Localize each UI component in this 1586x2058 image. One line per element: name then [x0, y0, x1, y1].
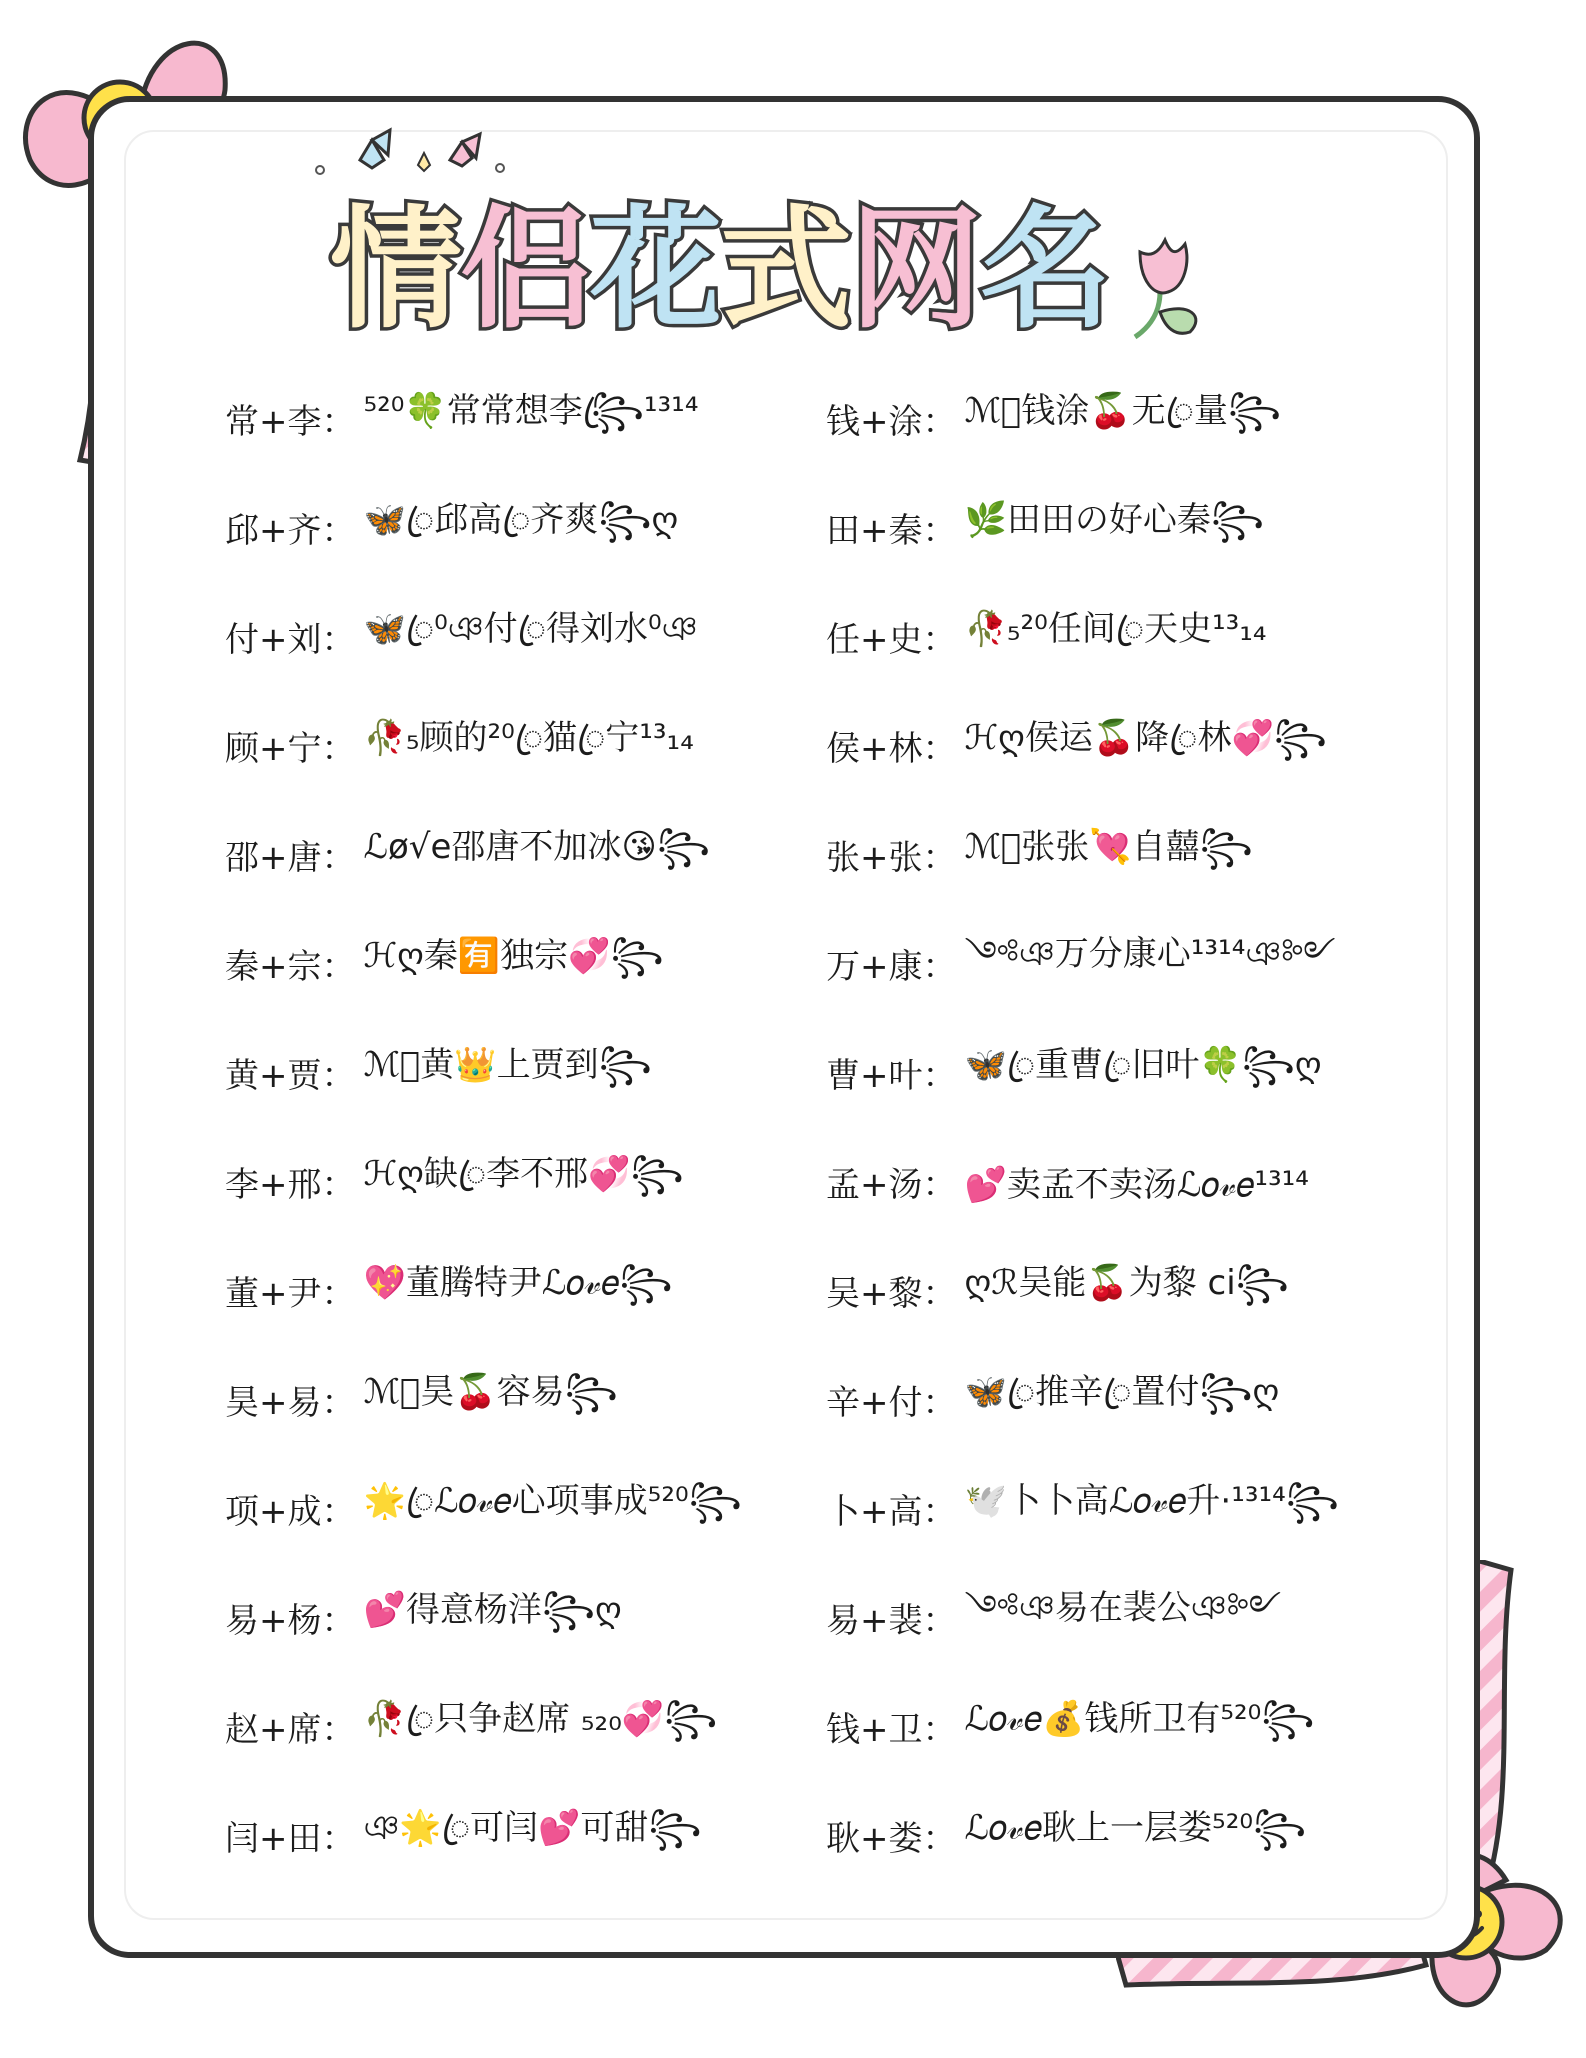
couple-name-entry — [826, 824, 1253, 884]
surname-pair-label: 闫+田： — [225, 1818, 356, 1859]
couple-name-entry — [826, 606, 1267, 666]
surname-pair-label: 辛+付： — [826, 1382, 957, 1423]
fancy-nickname: 🥀ꦿ只争赵席 ₅₂₀💞꧂ — [363, 1698, 718, 1739]
fancy-nickname: 💕卖孟不卖汤ℒ𝑜𝓋𝑒¹³¹⁴ — [964, 1164, 1309, 1205]
fancy-nickname: ঞ🌟ꦿ可闫💕可甜꧂ — [363, 1807, 702, 1848]
title-char: 情 — [330, 193, 462, 347]
fancy-nickname: ღℛ吴能🍒为黎 ci꧂ — [964, 1262, 1289, 1303]
title-char: 网 — [850, 193, 982, 347]
couple-name-entry — [826, 1151, 1309, 1211]
couple-name-entry — [826, 715, 1327, 775]
surname-pair-label: 顾+宁： — [225, 728, 356, 769]
couple-name-entry — [225, 1478, 742, 1538]
couple-name-entry — [225, 1805, 701, 1865]
couple-name-entry — [826, 1478, 1339, 1538]
title-char: 侣 — [460, 193, 592, 347]
fancy-nickname: ℳꦿ昊🍒容易꧂ — [363, 1371, 618, 1412]
fancy-nickname: 🥀₅顾的²⁰ꦿ猫ꦿ宁¹³₁₄ — [363, 717, 694, 758]
fancy-nickname: ℋღ秦🈶独宗💞꧂ — [363, 935, 664, 976]
couple-name-entry — [225, 1696, 717, 1756]
surname-pair-label: 常+李： — [225, 401, 356, 442]
surname-pair-label: 任+史： — [826, 619, 957, 660]
surname-pair-label: 李+邢： — [225, 1164, 356, 1205]
surname-pair-label: 黄+贾： — [225, 1055, 356, 1096]
surname-pair-label: 钱+涂： — [826, 401, 957, 442]
fancy-nickname: ℒø√e邵唐不加冰😘꧂ — [363, 826, 710, 867]
title-char: 式 — [720, 193, 852, 347]
couple-name-entry — [826, 1805, 1306, 1865]
surname-pair-label: 钱+卫： — [826, 1709, 957, 1750]
fancy-nickname: 🌿田田の好心秦꧂ — [964, 499, 1264, 540]
surname-pair-label: 曹+叶： — [826, 1055, 957, 1096]
fancy-nickname: 🦋ꦿ推辛ꦿ置付꧂ღ — [964, 1371, 1280, 1412]
couple-name-entry — [826, 497, 1264, 557]
couple-name-entry — [225, 1151, 684, 1211]
couple-name-entry — [225, 1260, 673, 1320]
fancy-nickname: 💕得意杨洋꧂ღ — [363, 1589, 622, 1630]
fancy-nickname: ℳꦿ钱涂🍒无ꦿ量꧂ — [964, 390, 1281, 431]
surname-pair-label: 耿+娄： — [826, 1818, 957, 1859]
fancy-nickname: ℒ𝑜𝓋𝑒💰钱所卫有⁵²⁰꧂ — [964, 1698, 1315, 1739]
couple-name-entry — [225, 824, 710, 884]
surname-pair-label: 邱+齐： — [225, 510, 356, 551]
fancy-nickname: ℳꦿ张张💘自囍꧂ — [964, 826, 1253, 867]
couple-name-entry — [826, 1696, 1314, 1756]
surname-pair-label: 卜+高： — [826, 1491, 957, 1532]
surname-pair-label: 张+张： — [826, 837, 957, 878]
title-char: 花 — [590, 193, 722, 347]
fancy-nickname: ℋღ侯运🍒降ꦿ林💞꧂ — [964, 717, 1327, 758]
couple-name-entry — [225, 933, 664, 993]
couple-name-entry — [225, 1042, 652, 1102]
fancy-nickname: 🦋ꦿ邱高ꦿ齐爽꧂ღ — [363, 499, 679, 540]
surname-pair-label: 田+秦： — [826, 510, 957, 551]
fancy-nickname: ℒ𝑜𝓋𝑒耿上一层娄⁵²⁰꧂ — [964, 1807, 1307, 1848]
couple-name-entry — [225, 606, 697, 666]
fancy-nickname: 🦋ꦿ重曹ꦿ旧叶🍀꧂ღ — [964, 1044, 1322, 1085]
couple-name-entry — [826, 1260, 1289, 1320]
fancy-nickname: 🥀₅²⁰任间ꦿ天史¹³₁₄ — [964, 608, 1267, 649]
couple-name-entry — [826, 933, 1336, 993]
couple-name-entry — [826, 388, 1281, 448]
surname-pair-label: 易+裴： — [826, 1600, 957, 1641]
surname-pair-label: 秦+宗： — [225, 946, 356, 987]
surname-pair-label: 易+杨： — [225, 1600, 356, 1641]
couple-name-entry — [225, 1369, 618, 1429]
surname-pair-label: 邵+唐： — [225, 837, 356, 878]
fancy-nickname: ༺ঞ万分康心¹³¹⁴ঞ༻ — [964, 934, 1336, 974]
surname-pair-label: 万+康： — [826, 946, 957, 987]
surname-pair-label: 侯+林： — [826, 728, 957, 769]
couple-name-entry — [826, 1369, 1279, 1429]
couple-name-entry — [225, 715, 694, 775]
couple-name-entry — [225, 388, 698, 448]
title-char: 名 — [980, 193, 1112, 347]
fancy-nickname: ⁵²⁰🍀常常想李꧂ꦿ¹³¹⁴ — [363, 390, 699, 431]
surname-pair-label: 吴+黎： — [826, 1273, 957, 1314]
fancy-nickname: 🕊️卜卜高ℒ𝑜𝓋𝑒升·¹³¹⁴꧂ — [964, 1480, 1339, 1521]
couple-name-entry — [225, 1587, 622, 1647]
fancy-nickname: 💖董腾特尹ℒ𝑜𝓋𝑒꧂ — [363, 1262, 673, 1303]
fancy-nickname: 🦋ꦿ⁰ঞ付ꦿ得刘水⁰ঞ — [363, 608, 698, 649]
couple-name-entry — [826, 1587, 1281, 1647]
couple-name-entry — [826, 1042, 1322, 1102]
surname-pair-label: 项+成： — [225, 1491, 356, 1532]
surname-pair-label: 付+刘： — [225, 619, 356, 660]
fancy-nickname: ℋღ缺ꦿ李不邢💞꧂ — [363, 1153, 684, 1194]
couple-name-entry — [225, 497, 678, 557]
fancy-nickname: ༺ঞ易在裴公ঞ༻ — [964, 1588, 1282, 1628]
surname-pair-label: 赵+席： — [225, 1709, 356, 1750]
fancy-nickname: ℳꦿ黄👑上贾到꧂ — [363, 1044, 652, 1085]
surname-pair-label: 昊+易： — [225, 1382, 356, 1423]
fancy-nickname: 🌟ꦿℒ𝑜𝓋𝑒心项事成⁵²⁰꧂ — [363, 1480, 742, 1521]
surname-pair-label: 孟+汤： — [826, 1164, 957, 1205]
surname-pair-label: 董+尹： — [225, 1273, 356, 1314]
